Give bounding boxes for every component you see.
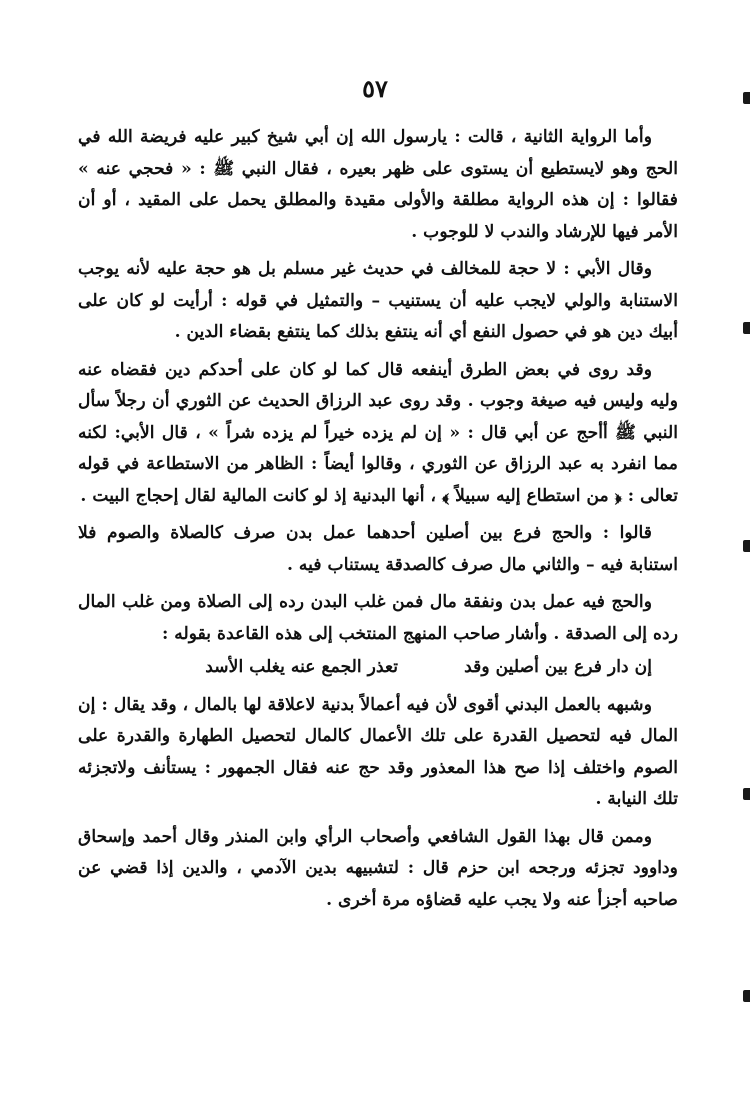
- page-body: [78, 122, 678, 918]
- paragraph-body-and-money: والحج فيه عمل بدن ونفقة مال فمن غلب البدن رده إلى الصلاة ومن غلب المال رده إلى الصدقة . وأشار صاحب المنهج المنتخب إلى هذه القاعدة بقوله :: [78, 592, 678, 644]
- verse-first-hemistich: إن دار فرع بين أصلين وقد: [464, 657, 652, 677]
- paragraph-al-ubbi-opinion: وقال الأبي : لا حجة للمخالف في حديث غير مسلم بل هو حجة عليه لأنه يوجب الاستنابة والولي لايجب عليه أن يستنيب – والتمثيل في قوله : أرأيت لو كان على أبيك دين هو في حصول النفع أي أنه ينتفع بذلك كما ينتفع بقضاء الدين .: [78, 259, 678, 342]
- page-number: ٥٧: [362, 74, 388, 103]
- page-edge-mark: [743, 322, 750, 334]
- poetry-verse: [78, 652, 678, 684]
- page-edge-mark: [743, 540, 750, 552]
- paragraph-hajj-second-narration: وأما الرواية الثانية ، قالت : يارسول الله إن أبي شيخ كبير عليه فريضة الله في الحج وهو لايستطيع أن يستوى على ظهر بعيره ، فقال النبي ﷺ : « فحجي عنه » فقالوا : إن هذه الرواية مطلقة والأولى مقيدة والمطلق يحمل على المقيد ، أو أن الأمر فيها للإرشاد والندب لا للوجوب .: [78, 127, 678, 242]
- page-edge-mark: [743, 990, 750, 1002]
- paragraph-scholars-views: وممن قال بهذا القول الشافعي وأصحاب الرأي وابن المنذر وقال أحمد وإسحاق وداوود تجزئه ورجحه ابن حزم قال : لتشبيهه بدين الآدمي ، والدين إذا قضي عن صاحبه أجزأ عنه ولا يجب عليه قضاؤه مرة أخرى .: [78, 826, 678, 910]
- paragraph-other-narrations: وقد روى في بعض الطرق أينفعه قال كما لو كان على أحدكم دين فقضاه عنه وليه وليس فيه صيغة وجوب . وقد روى عبد الرزاق الحديث عن الثوري أن رجلاً سأل النبي ﷺ أأحج عن أبي قال : « إن لم يزده خيراً لم يزده شراً » ، قال الأبي: لكنه مما انفرد به عبد الرزاق عن الثوري ، وقالوا أيضاً : الظاهر من الاستطاعة في قوله تعالى : ﴿ من استطاع إليه سبيلاً ﴾ ، أنها البدنية إذ لو كانت المالية لقال إحجاج البيت .: [78, 359, 678, 506]
- paragraph-two-principles: قالوا : والحج فرع بين أصلين أحدهما عمل بدن صرف كالصلاة والصوم فلا استنابة فيه – والثاني مال صرف كالصدقة يستناب فيه .: [78, 523, 678, 575]
- page-edge-mark: [743, 92, 750, 104]
- verse-second-hemistich: تعذر الجمع عنه يغلب الأسد: [205, 657, 399, 677]
- paragraph-bodily-resemblance: وشبهه بالعمل البدني أقوى لأن فيه أعمالاً بدنية لاعلاقة لها بالمال ، وقد يقال : إن المال فيه لتحصيل القدرة على تلك الأعمال كالمال لتحصيل الطهارة والقدرة على الصوم واختلف إذا صح هذا المعذور وقد حج عنه فقال الجمهور : يستأنف ولاتجزئه تلك النيابة .: [78, 694, 678, 809]
- page-edge-mark: [743, 788, 750, 800]
